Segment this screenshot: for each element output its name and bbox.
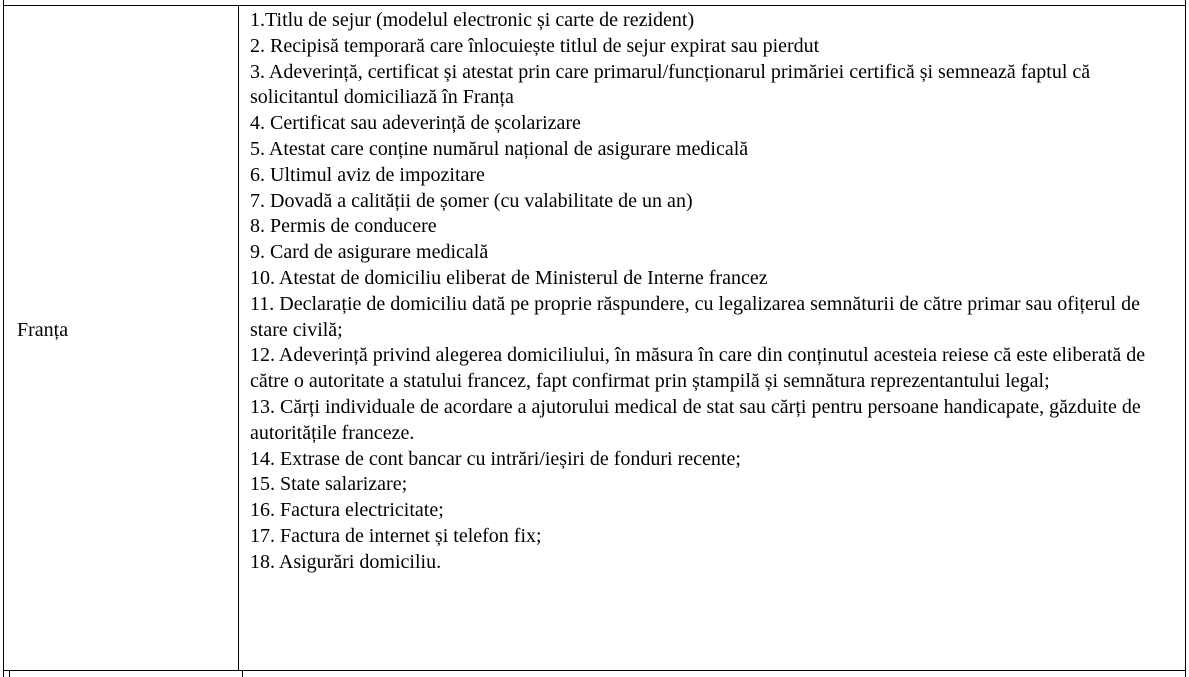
- list-item: 2. Recipisă temporară care înlocuiește titlul de sejur expirat sau pierdut: [250, 34, 820, 57]
- list-item: 10. Atestat de domiciliu eliberat de Ministerul de Interne francez: [250, 266, 768, 289]
- list-item: 8. Permis de conducere: [250, 215, 437, 238]
- list-item: 12. Adeverință privind alegerea domiciliului, în măsura în care din conținutul acesteia reiese că este eliberată de către o autoritate a statului francez, fapt confirmat prin ștampilă și semnătura reprezentantului legal;: [250, 344, 1146, 393]
- list-item: 13. Cărți individuale de acordare a ajutorului medical de stat sau cărți pentru persoane handicapate, găzduite de autoritățile franceze.: [250, 395, 1141, 444]
- list-item: 7. Dovadă a calității de șomer (cu valabilitate de un an): [250, 189, 693, 212]
- table-bottom-rule: [4, 670, 1185, 671]
- next-row-left-border: [9, 670, 10, 677]
- list-item: 3. Adeverință, certificat și atestat prin care primarul/funcționarul primăriei certifică și semnează faptul că solicitantul domiciliază în Franța: [250, 60, 1091, 109]
- list-item: 5. Atestat care conține numărul național de asigurare medicală: [250, 137, 749, 160]
- list-item: 18. Asigurări domiciliu.: [250, 550, 442, 573]
- country-cell: Franța: [17, 319, 69, 341]
- column-divider: [238, 5, 239, 671]
- list-item: 16. Factura electricitate;: [250, 499, 444, 522]
- list-item: 4. Certificat sau adeverință de școlarizare: [250, 112, 581, 135]
- list-item: 11. Declarație de domiciliu dată pe proprie răspundere, cu legalizarea semnăturii de către primar sau ofițerul de stare civilă;: [250, 292, 1140, 341]
- list-item: 1.Titlu de sejur (modelul electronic și carte de rezident): [250, 9, 695, 31]
- list-item: 6. Ultimul aviz de impozitare: [250, 163, 485, 186]
- document-list: [250, 8, 1175, 576]
- table-top-rule: [4, 5, 1185, 6]
- list-item: 15. State salarizare;: [250, 473, 408, 496]
- list-item: 9. Card de asigurare medicală: [250, 241, 489, 264]
- list-item: 14. Extrase de cont bancar cu intrări/ieșiri de fonduri recente;: [250, 447, 741, 470]
- list-item: 17. Factura de internet și telefon fix;: [250, 524, 542, 547]
- next-row-divider: [242, 670, 243, 677]
